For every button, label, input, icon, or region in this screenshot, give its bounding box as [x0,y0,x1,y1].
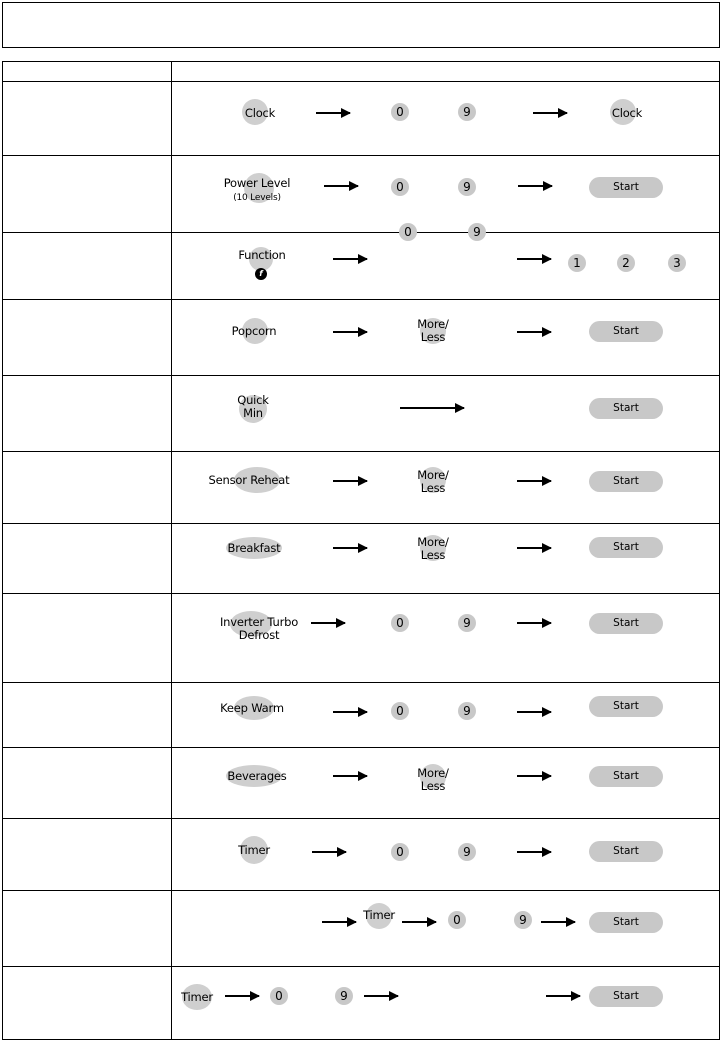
digit-9-button[interactable]: 9 [458,614,476,632]
digit-0-button[interactable]: 0 [391,103,409,121]
breakfast-button[interactable]: Breakfast [227,541,281,555]
arrow-right-icon [517,622,551,624]
clock-button[interactable]: Clock [244,106,276,120]
function-f-icon: f [255,268,267,280]
less-button[interactable]: Less [420,330,446,344]
start-button[interactable]: Start [589,321,663,342]
timer-button[interactable]: Timer [363,908,395,922]
less-button[interactable]: Less [420,779,446,793]
row-divider [3,523,719,524]
more-button[interactable]: More/ [417,317,449,331]
arrow-right-icon [333,775,367,777]
start-button[interactable]: Start [589,177,663,198]
arrow-right-icon [541,921,575,923]
arrow-right-icon [517,331,551,333]
start-button[interactable]: Start [589,912,663,933]
arrow-right-icon [517,711,551,713]
arrow-right-icon [311,622,345,624]
column-divider [171,62,172,1039]
more-button[interactable]: More/ [417,766,449,780]
less-button[interactable]: Less [420,481,446,495]
popcorn-button[interactable]: Popcorn [231,324,277,338]
arrow-right-icon [546,995,580,997]
arrow-right-icon [364,995,398,997]
arrow-right-icon [517,775,551,777]
row-divider [3,375,719,376]
option-1-button[interactable]: 1 [568,254,586,272]
digit-9-button[interactable]: 9 [458,103,476,121]
header-divider [3,81,719,82]
more-button[interactable]: More/ [417,535,449,549]
arrow-right-icon [517,851,551,853]
digit-9-button[interactable]: 9 [458,843,476,861]
timer-button[interactable]: Timer [181,990,213,1004]
digit-9-button[interactable]: 9 [335,987,353,1005]
arrow-right-icon [225,995,259,997]
arrow-right-icon [517,547,551,549]
arrow-right-icon [333,711,367,713]
arrow-right-icon [324,185,358,187]
less-button[interactable]: Less [420,548,446,562]
row-divider [3,451,719,452]
digit-9-button[interactable]: 9 [458,702,476,720]
more-button[interactable]: More/ [417,468,449,482]
start-button[interactable]: Start [589,398,663,419]
arrow-right-icon [333,331,367,333]
digit-0-button[interactable]: 0 [448,911,466,929]
digit-0-button[interactable]: 0 [391,178,409,196]
option-3-button[interactable]: 3 [668,254,686,272]
row-divider [3,747,719,748]
row-divider [3,818,719,819]
digit-0-button[interactable]: 0 [391,843,409,861]
start-button[interactable]: Start [589,537,663,558]
arrow-right-icon [322,921,356,923]
row-divider [3,593,719,594]
row-divider [3,299,719,300]
arrow-right-icon [518,185,552,187]
digit-0-button[interactable]: 0 [391,614,409,632]
start-button[interactable]: Start [589,766,663,787]
arrow-right-icon [333,480,367,482]
start-button[interactable]: Start [589,986,663,1007]
clock-end-button[interactable]: Clock [611,106,643,120]
row-divider [3,682,719,683]
start-button[interactable]: Start [589,471,663,492]
power-level-button[interactable]: Power Level [223,176,291,190]
defrost-button[interactable]: Defrost [238,628,280,642]
digit-0-button[interactable]: 0 [391,702,409,720]
digit-0-button[interactable]: 0 [399,223,417,241]
digit-0-button[interactable]: 0 [270,987,288,1005]
start-button[interactable]: Start [589,696,663,717]
title-box [2,2,720,48]
arrow-right-icon [517,258,551,260]
digit-9-button[interactable]: 9 [514,911,532,929]
arrow-right-icon [316,112,350,114]
row-divider [3,232,719,233]
digit-9-button[interactable]: 9 [458,178,476,196]
beverages-button[interactable]: Beverages [227,769,287,783]
digit-9-button[interactable]: 9 [468,223,486,241]
power-level-sub: (10 Levels) [233,193,281,203]
row-divider [3,890,719,891]
start-button[interactable]: Start [589,613,663,634]
arrow-right-icon [533,112,567,114]
arrow-right-icon [517,480,551,482]
arrow-right-icon [333,258,367,260]
option-2-button[interactable]: 2 [617,254,635,272]
quick-button[interactable]: Quick [237,393,269,407]
arrow-right-icon [402,921,436,923]
timer-button[interactable]: Timer [238,843,270,857]
start-button[interactable]: Start [589,841,663,862]
arrow-right-icon [333,547,367,549]
inverter-turbo-button[interactable]: Inverter Turbo [219,615,299,629]
arrow-right-icon [312,851,346,853]
sensor-reheat-button[interactable]: Sensor Reheat [208,473,290,487]
min-button[interactable]: Min [243,406,263,420]
row-divider [3,155,719,156]
keep-warm-button[interactable]: Keep Warm [220,701,284,715]
row-divider [3,966,719,967]
function-button[interactable]: Function [238,248,286,262]
arrow-right-icon [400,407,464,409]
